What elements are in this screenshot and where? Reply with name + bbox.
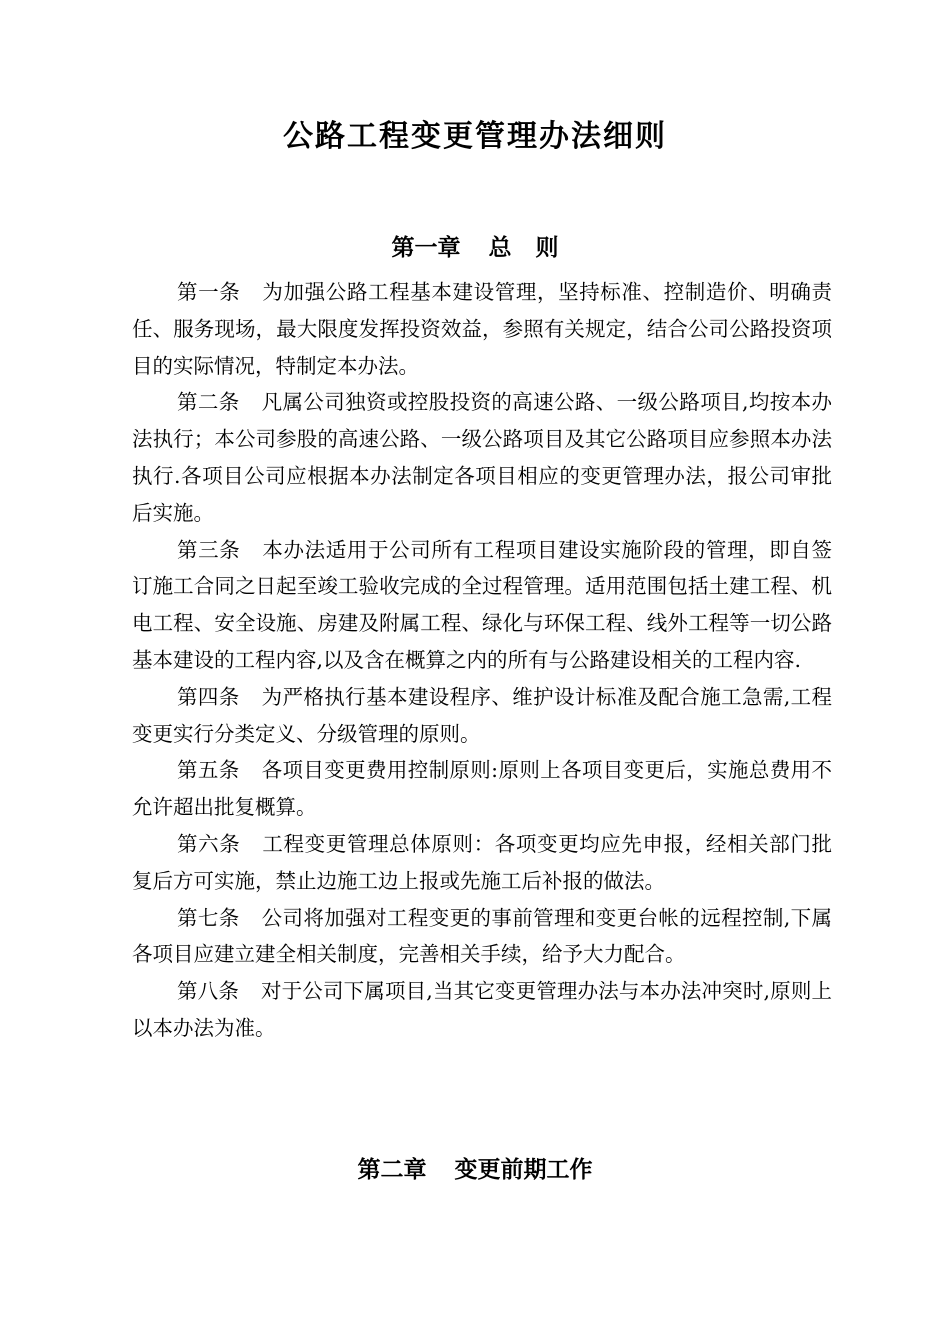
article-4-text: 为严格执行基本建设程序、维护设计标准及配合施工急需,工程变更实行分类定义、分级管理的原则。 xyxy=(132,684,833,746)
article-1-text: 为加强公路工程基本建设管理，坚持标准、控制造价、明确责任、服务现场，最大限度发挥投资效益，参照有关规定，结合公司公路投资项目的实际情况，特制定本办法。 xyxy=(132,280,833,378)
chapter-1-number: 第一章 xyxy=(391,234,461,261)
article-3 xyxy=(132,532,832,679)
article-2 xyxy=(132,384,832,531)
article-5-number: 第五条 xyxy=(177,758,240,783)
article-8-text: 对于公司下属项目,当其它变更管理办法与本办法冲突时,原则上以本办法为准。 xyxy=(132,979,833,1040)
article-5 xyxy=(132,752,832,826)
article-6-text: 工程变更管理总体原则：各项变更均应先申报，经相关部门批复后方可实施，禁止边施工边上报或先施工后补报的做法。 xyxy=(132,831,833,893)
article-7 xyxy=(132,900,832,974)
document-title: 公路工程变更管理办法细则 xyxy=(283,119,667,154)
article-7-number: 第七条 xyxy=(177,905,240,930)
chapter-2-heading xyxy=(0,1152,950,1188)
article-4-number: 第四条 xyxy=(177,684,240,709)
article-6 xyxy=(132,826,832,900)
chapter-2-number: 第二章 xyxy=(357,1156,427,1183)
article-6-number: 第六条 xyxy=(177,831,241,856)
article-2-number: 第二条 xyxy=(177,390,240,415)
article-8 xyxy=(132,973,832,1047)
article-7-text: 公司将加强对工程变更的事前管理和变更台帐的远程控制,下属各项目应建立建全相关制度，完善相关手续，给予大力配合。 xyxy=(132,905,833,967)
chapter-1-name-part2: 则 xyxy=(535,234,559,261)
article-2-text: 凡属公司独资或控股投资的高速公路、一级公路项目,均按本办法执行；本公司参股的高速公路、一级公路项目及其它公路项目应参照本办法执行.各项目公司应根据本办法制定各项目相应的变更管理办法，报公司审批后实施。 xyxy=(132,390,833,525)
article-3-text: 本办法适用于公司所有工程项目建设实施阶段的管理，即自签订施工合同之日起至竣工验收完成的全过程管理。适用范围包括土建工程、机电工程、安全设施、房建及附属工程、绿化与环保工程、线外工程等一切公路基本建设的工程内容,以及含在概算之内的所有与公路建设相关的工程内容. xyxy=(132,537,833,672)
chapter-1-name xyxy=(489,234,559,261)
chapter-1-name-part1: 总 xyxy=(488,234,512,261)
article-4 xyxy=(132,679,832,753)
article-1-number: 第一条 xyxy=(177,280,241,304)
article-8-number: 第八条 xyxy=(177,979,239,1004)
chapter-1-body xyxy=(132,274,832,1047)
chapter-1-heading xyxy=(0,230,950,266)
article-5-text: 各项目变更费用控制原则:原则上各项目变更后，实施总费用不允许超出批复概算。 xyxy=(132,758,832,820)
article-1 xyxy=(132,274,832,384)
chapter-2-name: 变更前期工作 xyxy=(454,1156,593,1183)
article-3-number: 第三条 xyxy=(177,537,241,562)
